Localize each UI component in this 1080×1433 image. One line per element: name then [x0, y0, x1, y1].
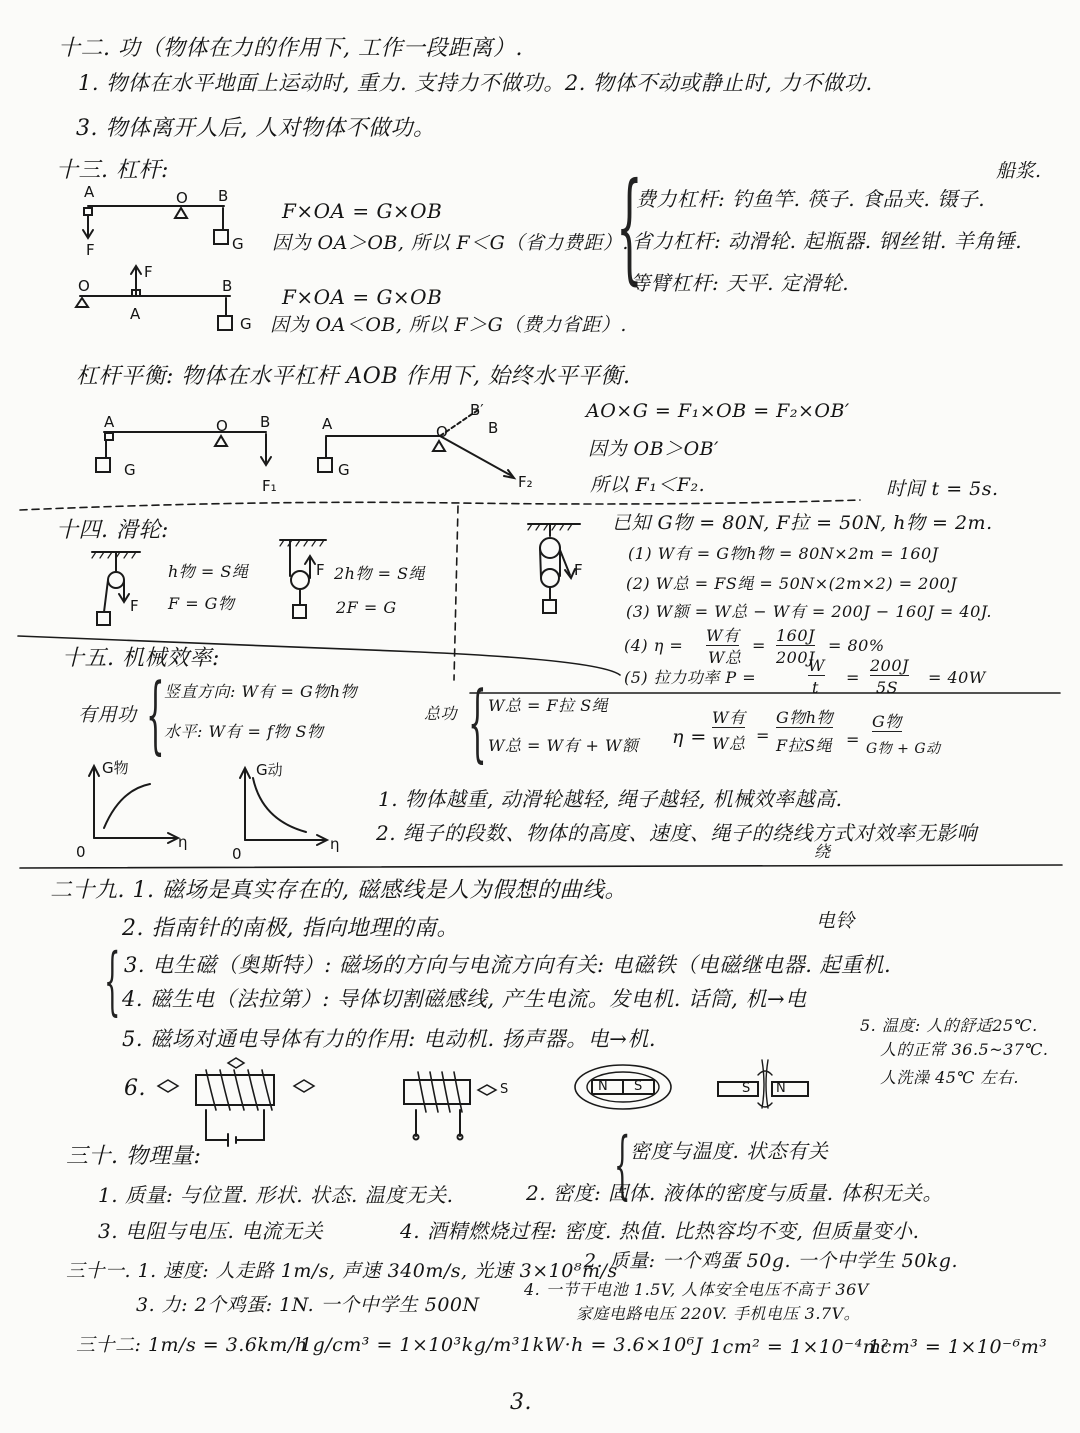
balance-equation: AO×G = F₁×OB = F₂×OB′ [586, 400, 850, 422]
efficiency-num-3: G物 [872, 712, 902, 731]
section-30-line-1b: 2. 密度: 固体. 液体的密度与质量. 体积无关。 [526, 1181, 943, 1205]
calc-4-result: = 80% [828, 636, 885, 655]
useful-work-brace: { [146, 665, 165, 763]
efficiency-eta: η = [672, 726, 707, 748]
pulley-diagram-3 [528, 524, 580, 613]
balance-reason: 因为 OB＞OB′ [588, 438, 719, 460]
pulley-1-f: F [130, 597, 139, 615]
pulley-2-eq-a: 2h物 = S绳 [334, 564, 426, 583]
magnet-pair-field [718, 1060, 808, 1108]
efficiency-graph-gdong [240, 768, 327, 845]
label-b: B [218, 187, 229, 205]
label-f1: F₁ [262, 477, 277, 495]
useful-work-horizontal: 水平: W有 = f物 S物 [164, 722, 324, 741]
electromagnet-1 [158, 1058, 314, 1146]
calc-3: (3) W额 = W总 − W有 = 200J − 160J = 40J. [626, 602, 993, 621]
equals-sign: = [846, 730, 860, 749]
label-g: G [232, 235, 244, 253]
label-g2: G [240, 315, 252, 333]
label-o2: O [78, 277, 90, 295]
section-13-title: 十三. 杠杆: [56, 158, 169, 183]
efficiency-note-2: 2. 绳子的段数、物体的高度、速度、绳子的绕线方式对效率无影响 [376, 821, 977, 845]
label-b3: B [260, 413, 271, 431]
temperature-note-2: 人的正常 36.5~37℃. [880, 1040, 1049, 1059]
efficiency-den-3: G物 + G动 [866, 741, 941, 757]
temperature-note-3: 人洗澡 45℃ 左右. [880, 1068, 1020, 1087]
section-32-conv-1: 三十二: 1m/s = 3.6km/h [76, 1334, 308, 1356]
label-a4: A [322, 415, 333, 433]
section-29-line-4: 4. 磁生电（法拉第）: 导体切割磁感线, 产生电流。发电机. 话筒, 机→电 [122, 987, 807, 1011]
density-brace: { [614, 1122, 631, 1208]
temperature-note-1: 5. 温度: 人的舒适25℃. [860, 1016, 1038, 1035]
graph-1-origin: 0 [76, 843, 86, 861]
lever-type-deng: 等臂杠杆: 天平. 定滑轮. [630, 271, 850, 295]
total-work-1: W总 = F拉 S绳 [488, 696, 609, 715]
calc-5-label: (5) 拉力功率 P = [624, 668, 757, 687]
magnet-s-label: S [634, 1079, 643, 1094]
efficiency-graph-gwu [89, 766, 178, 843]
lever-type-brace: { [616, 158, 643, 297]
calc-5-result: = 40W [928, 668, 986, 687]
electromagnet-2 [404, 1072, 496, 1140]
section-29-line-5: 5. 磁场对通电导体有力的作用: 电动机. 扬声器。电→机. [122, 1027, 657, 1051]
section-15-title: 十五. 机械效率: [62, 646, 220, 671]
section-12-title: 十二. 功（物体在力的作用下, 工作一段距离）. [58, 36, 523, 61]
section-32-conv-4: 1cm² = 1×10⁻⁴m² [710, 1336, 890, 1358]
magnet-n-label: N [598, 1079, 608, 1094]
equals-sign: = [756, 726, 770, 745]
graph-1-y-label: G物 [102, 759, 129, 777]
pole-label-s: S [500, 1082, 509, 1097]
calc-5-den2: 5S [876, 678, 899, 697]
calc-4-label: (4) η = [624, 636, 684, 655]
calc-5-num: W [808, 656, 825, 675]
balance-diagram-1 [96, 432, 271, 472]
equals-sign: = [846, 668, 860, 687]
pulley-known: 已知 G物 = 80N, F拉 = 50N, h物 = 2m. [612, 512, 993, 534]
label-f: F [86, 241, 95, 259]
section-32-conv-5: 1cm³ = 1×10⁻⁶m³ [868, 1336, 1048, 1358]
efficiency-note-2-annotation: 绕 [814, 842, 831, 861]
total-work-label: 总功 [424, 704, 458, 723]
density-note: 密度与温度. 状态有关 [630, 1139, 829, 1163]
calc-2: (2) W总 = FS绳 = 50N×(2m×2) = 200J [626, 574, 958, 593]
lever-diagram-2 [76, 263, 232, 330]
equals-sign: = [752, 636, 766, 655]
section-29-line-1: 二十九. 1. 磁场是真实存在的, 磁感线是人为假想的曲线。 [50, 878, 627, 903]
section-29-line-2: 2. 指南针的南极, 指向地理的南。 [122, 916, 459, 941]
label-b4: B [488, 419, 499, 437]
graph-1-x-label: η [178, 833, 188, 851]
lever-equation-1: F×OA = G×OB [282, 199, 443, 223]
section-12-line-1: 1. 物体在水平地面上运动时, 重力. 支持力不做功。2. 物体不动或静止时, 力不做功. [78, 71, 873, 95]
label-o4: O [436, 423, 448, 441]
total-work-brace: { [468, 673, 487, 771]
calc-1: (1) W有 = G物h物 = 80N×2m = 160J [628, 544, 939, 563]
efficiency-num-2: G物h物 [776, 708, 834, 727]
section-32-conv-3: 1kW·h = 3.6×10⁶J [520, 1334, 703, 1356]
bar-magnet-field [575, 1065, 671, 1109]
lever-diagram-1 [83, 206, 228, 244]
label-f2-arrow: F₂ [518, 473, 533, 491]
pulley-2-f: F [316, 561, 325, 579]
section-30-line-1: 1. 质量: 与位置. 形状. 状态. 温度无关. [98, 1183, 454, 1207]
calc-4-num2: 160J [776, 626, 815, 645]
section-29-line-6: 6. [124, 1076, 146, 1101]
section-12-line-2: 3. 物体离开人后, 人对物体不做功。 [76, 116, 436, 141]
pulley-3-f: F [574, 561, 583, 579]
magnet-pair-m-label: S [742, 1081, 751, 1096]
efficiency-num-1: W有 [712, 708, 746, 727]
efficiency-den-1: W总 [712, 734, 746, 753]
time-note: 时间 t = 5s. [886, 478, 999, 500]
calc-4-den2: 200J [776, 648, 815, 667]
label-o: O [176, 189, 188, 207]
label-bprime: B′ [470, 401, 484, 419]
section-14-title: 十四. 滑轮: [56, 518, 169, 543]
useful-work-label: 有用功 [78, 704, 137, 726]
calc-5-den: t [812, 678, 819, 697]
label-o3: O [216, 417, 228, 435]
label-a: A [84, 183, 95, 201]
pulley-2-eq-b: 2F = G [336, 598, 397, 617]
calc-4-num: W有 [706, 626, 740, 645]
section-30-line-2b: 4. 酒精燃烧过程: 密度. 热值. 比热容均不变, 但质量变小. [400, 1219, 920, 1243]
graph-2-y-label: G动 [256, 761, 283, 779]
lever-reason-1: 因为 OA＞OB, 所以 F＜G（省力费距）. [272, 232, 629, 254]
lever-equation-2: F×OA = G×OB [282, 285, 443, 309]
magnet-pair-n-label: N [776, 1081, 786, 1096]
section-29-brace: { [104, 938, 121, 1024]
efficiency-note-1: 1. 物体越重, 动滑轮越轻, 绳子越轻, 机械效率越高. [378, 787, 843, 811]
efficiency-den-2: F拉S绳 [776, 736, 833, 755]
pulley-1-eq-b: F = G物 [168, 594, 235, 613]
calc-4-den: W总 [708, 648, 742, 667]
total-work-2: W总 = W有 + W额 [488, 736, 639, 755]
label-b2: B [222, 277, 233, 295]
section-29-line-3: 3. 电生磁（奥斯特）: 磁场的方向与电流方向有关: 电磁铁（电磁继电器. 起重机. [124, 953, 892, 977]
label-a3: A [104, 413, 115, 431]
dashed-divider [20, 500, 860, 510]
lever-reason-2: 因为 OA＜OB, 所以 F＞G（费力省距）. [270, 314, 627, 336]
lever-type-sheng: 省力杠杆: 动滑轮. 起瓶器. 钢丝钳. 羊角锤. [632, 229, 1023, 253]
label-f2: F [144, 263, 153, 281]
section-31-line-2b: 4. 一节干电池 1.5V, 人体安全电压不高于 36V [524, 1280, 869, 1299]
shelf-note: 船浆. [996, 160, 1042, 182]
pulley-diagram-2 [280, 540, 326, 618]
section-31-line-2c: 家庭电路电压 220V. 手机电压 3.7V。 [576, 1304, 861, 1323]
section-31-line-1b: 2. 质量: 一个鸡蛋 50g. 一个中学生 50kg. [584, 1250, 958, 1272]
balance-conclusion: 所以 F₁＜F₂. [590, 474, 706, 496]
section-31-line-1: 三十一. 1. 速度: 人走路 1m/s, 声速 340m/s, 光速 3×10⁸m/s [66, 1260, 618, 1282]
label-g3: G [124, 461, 136, 479]
useful-work-vertical: 竖直方向: W有 = G物h物 [164, 682, 358, 701]
pulley-1-eq-a: h物 = S绳 [168, 562, 249, 581]
section-30-line-2: 3. 电阻与电压. 电流无关 [98, 1219, 324, 1243]
section-31-line-2: 3. 力: 2个鸡蛋: 1N. 一个中学生 500N [136, 1294, 480, 1316]
calc-5-num2: 200J [870, 656, 909, 675]
label-a2: A [130, 305, 141, 323]
lever-balance-title: 杠杆平衡: 物体在水平杠杆 AOB 作用下, 始终水平平衡. [76, 364, 631, 389]
graph-2-origin: 0 [232, 845, 242, 863]
section-divider [20, 865, 1062, 868]
electric-bell-note: 电铃 [816, 910, 856, 932]
section-30-title: 三十. 物理量: [66, 1144, 202, 1169]
page-number: 3. [510, 1390, 532, 1415]
section-32-conv-2: 1g/cm³ = 1×10³kg/m³ [300, 1334, 520, 1356]
label-g4: G [338, 461, 350, 479]
graph-2-x-label: η [330, 835, 340, 853]
lever-type-fei: 费力杠杆: 钓鱼竿. 筷子. 食品夹. 镊子. [636, 187, 986, 211]
